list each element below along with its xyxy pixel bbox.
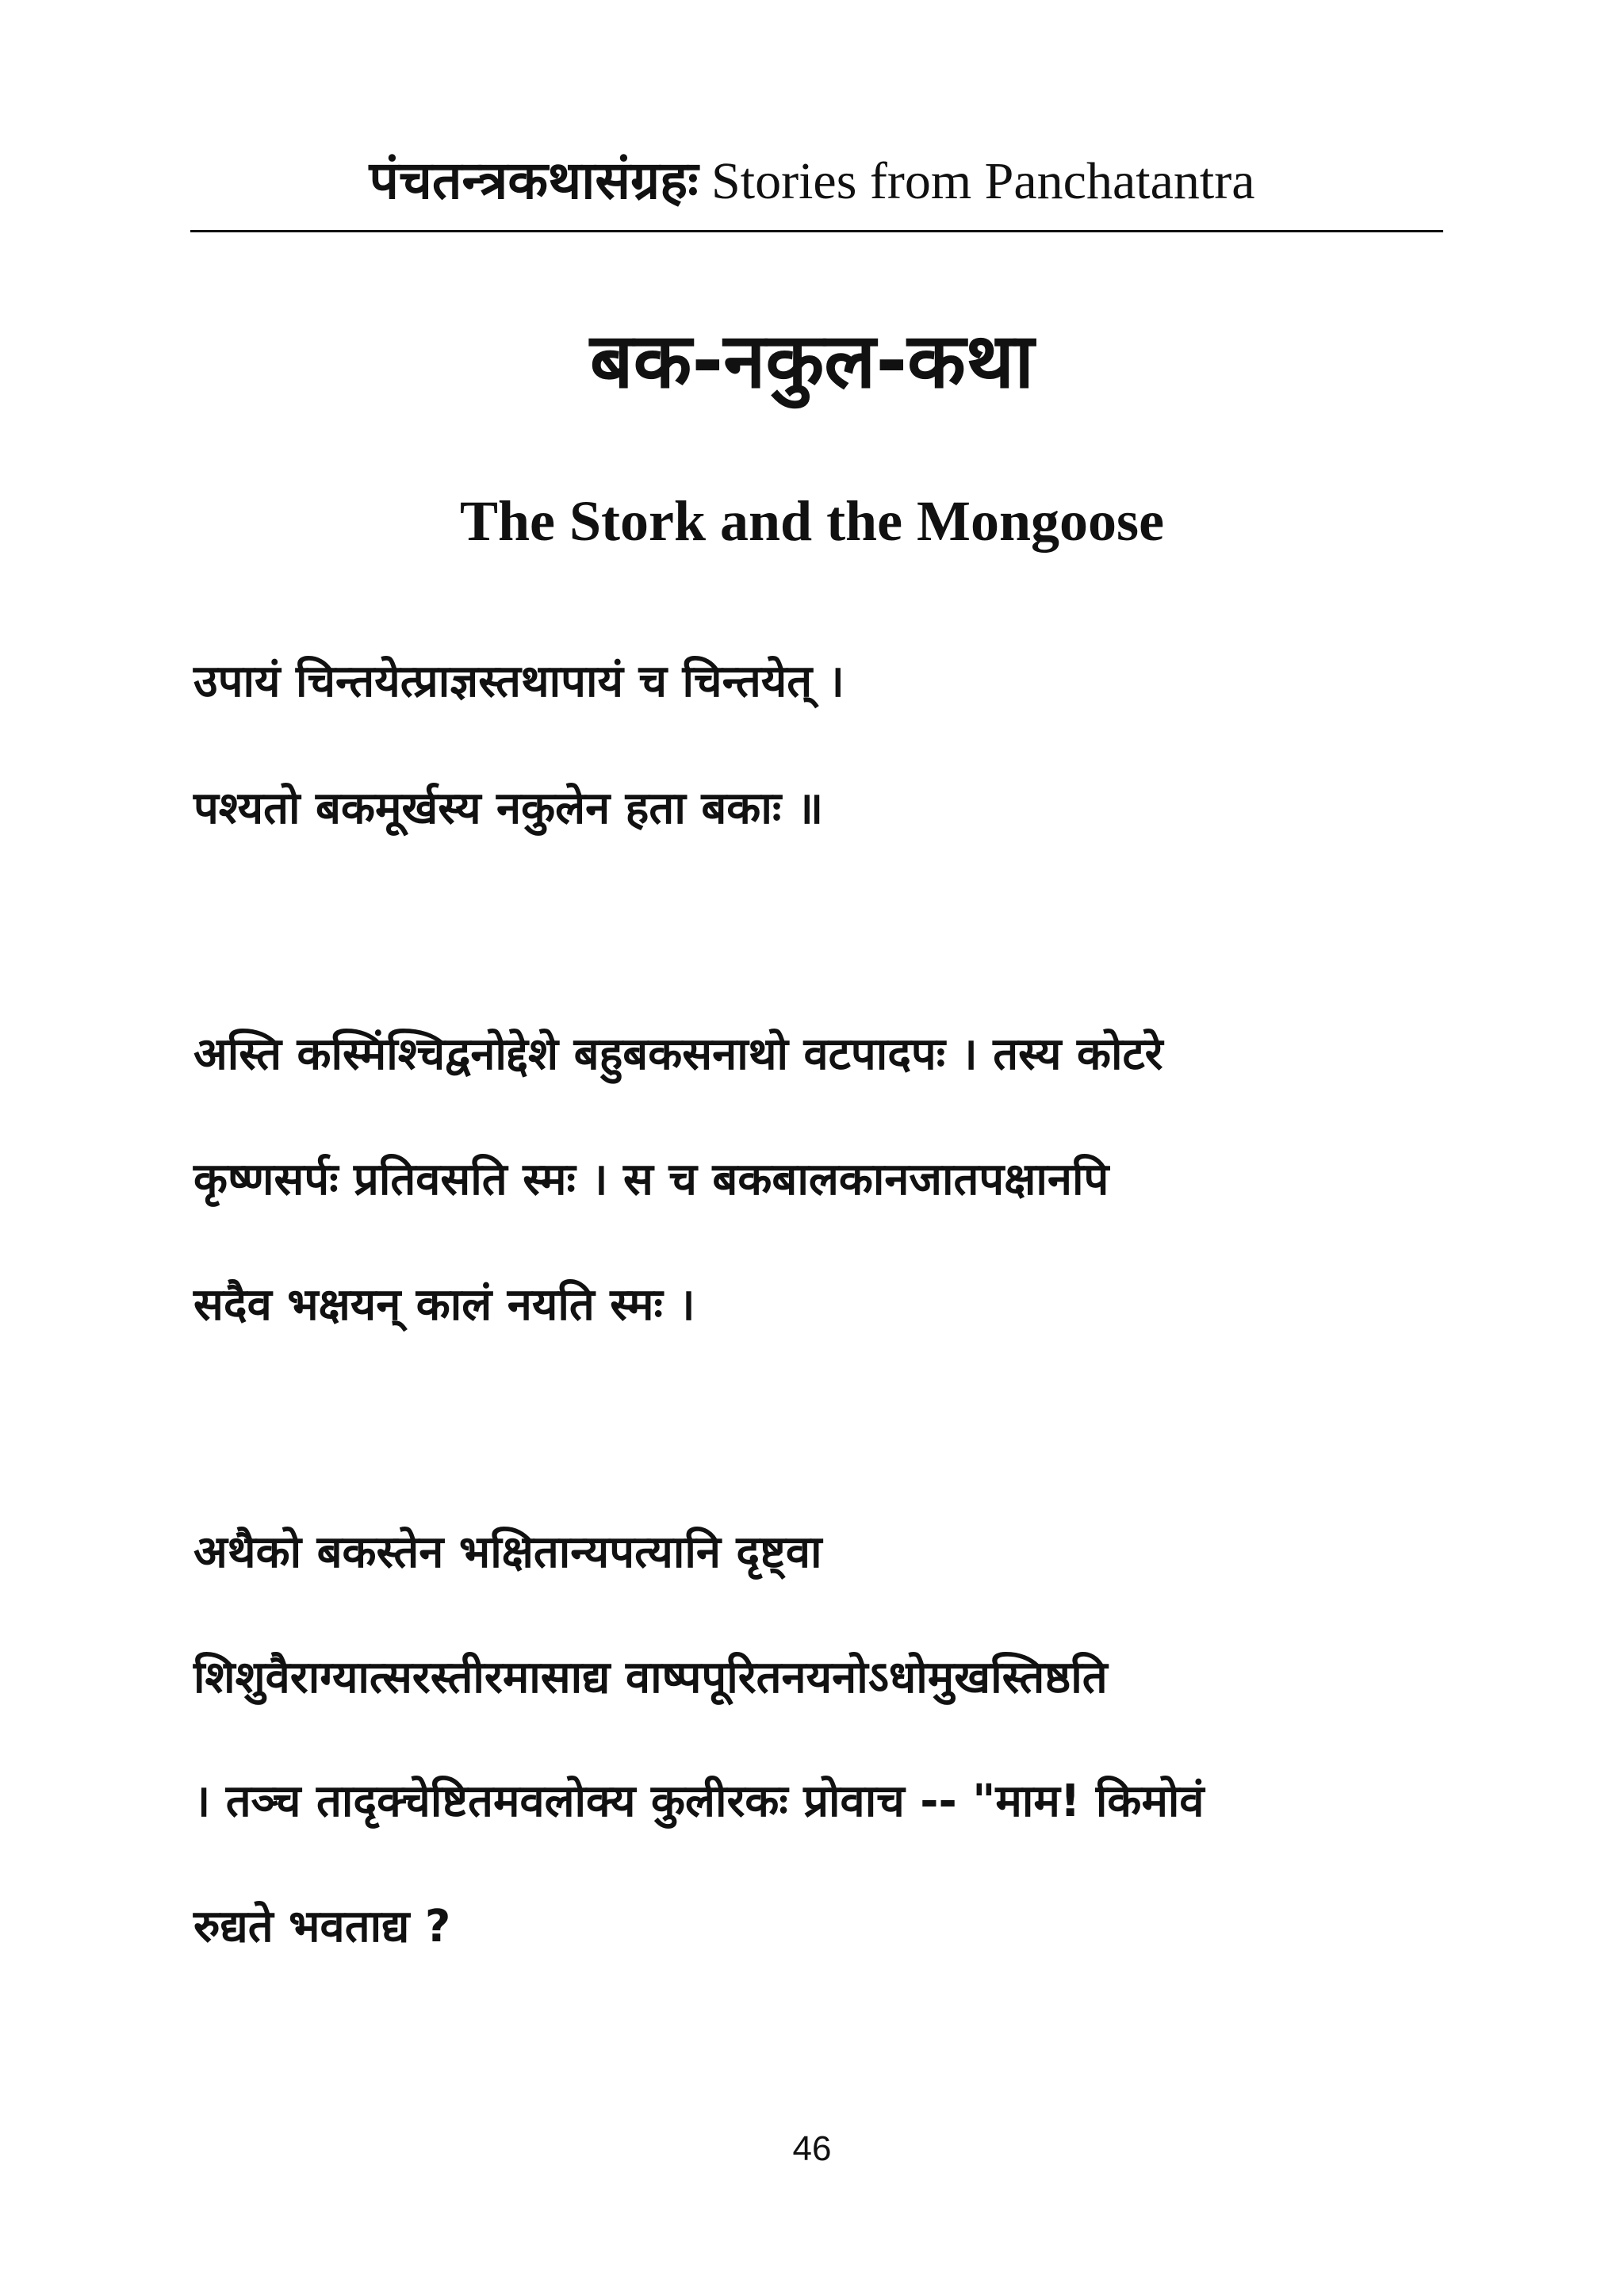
paragraph-line: रुद्यते भवताद्य ? — [193, 1901, 451, 1952]
story-subtitle: The Stork and the Mongoose — [459, 489, 1165, 553]
story-title: बक-नकुल-कथा — [589, 316, 1035, 405]
paragraph-line: सदैव भक्षयन् कालं नयति स्मः । — [193, 1279, 695, 1331]
paragraph-line: कृष्णसर्पः प्रतिवसति स्मः । स च बकबालकानजातपक्षानपि — [193, 1154, 1109, 1205]
paragraph-line: अथैको बकस्तेन भक्षितान्यपत्यानि दृष्ट्वा — [193, 1527, 822, 1578]
running-header — [190, 141, 1434, 220]
paragraph-line: । तञ्च तादृक्चेष्टितमवलोक्य कुलीरकः प्रोवाच -- "माम! किमोवं — [193, 1776, 1205, 1827]
paragraph-line: अस्ति कस्मिंश्चिद्वनोद्देशे बहुबकसनाथो वटपादपः । तस्य कोटरे — [193, 1029, 1163, 1080]
verse-line: उपायं चिन्तयेत्प्राज्ञस्तथापायं च चिन्तयेत् । — [193, 656, 845, 707]
header-divider — [190, 230, 1443, 232]
paragraph-line: शिशुवैराग्यात्सरस्तीरमासाद्य वाष्पपूरितनयनोऽधोमुखस्तिष्ठति — [193, 1652, 1108, 1703]
header-title-english: Stories from Panchatantra — [711, 152, 1255, 210]
page-number: 46 — [792, 2129, 832, 2168]
verse-line: पश्यतो बकमूर्खस्य नकुलेन हता बकाः ॥ — [193, 783, 824, 834]
header-title-sanskrit: पंचतन्त्रकथासंग्रहः — [369, 150, 699, 211]
